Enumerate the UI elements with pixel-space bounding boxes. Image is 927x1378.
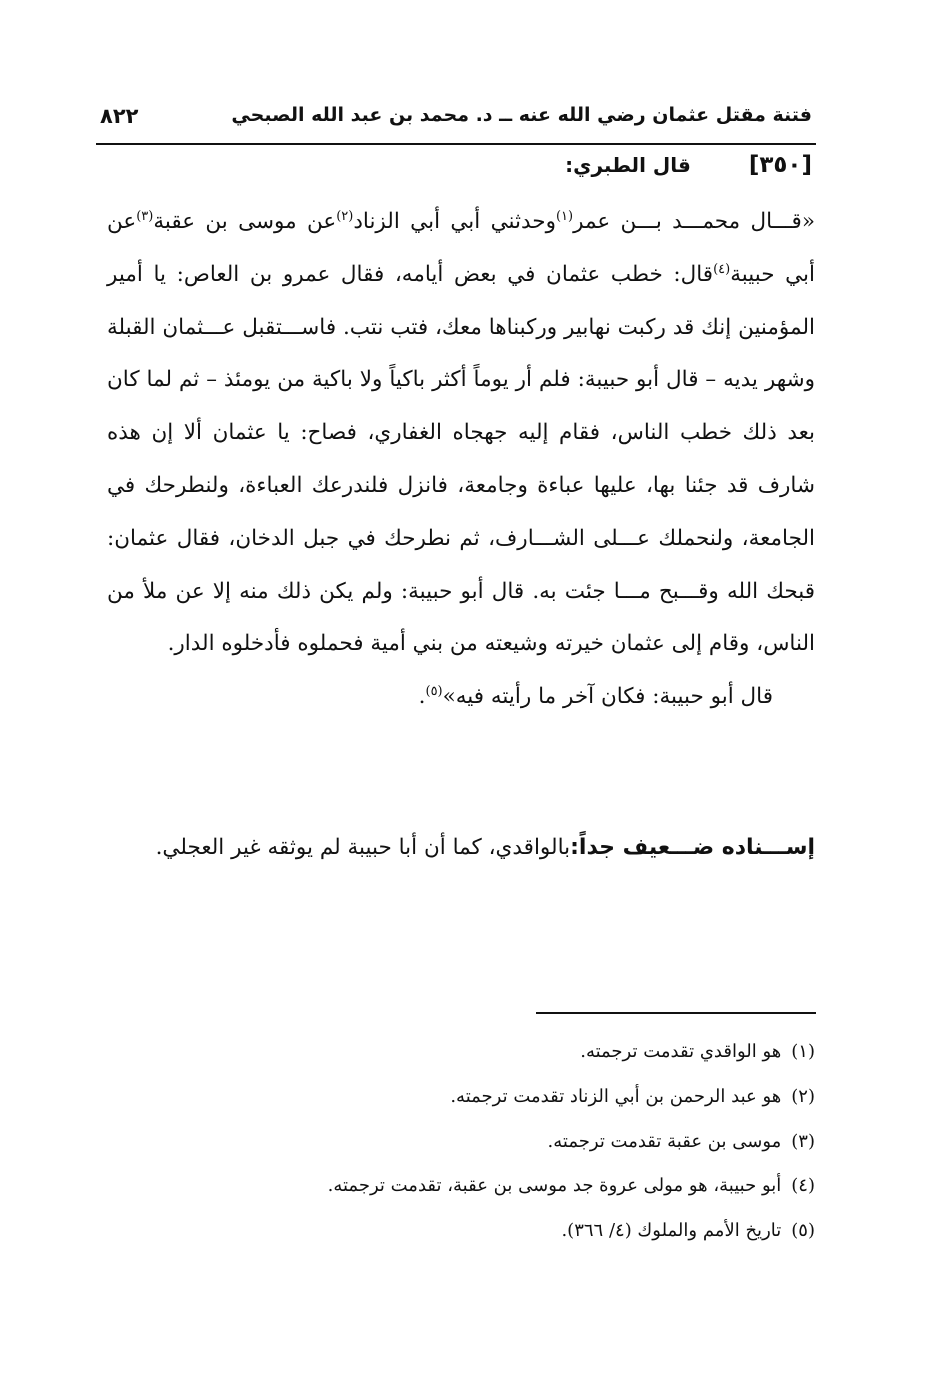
section-title: قال الطبري:: [565, 153, 691, 177]
footnote-ref-1[interactable]: (١): [555, 208, 574, 224]
footnote-text: موسى بن عقبة تقدمت ترجمته.: [547, 1130, 782, 1152]
page-number: ٨٢٢: [100, 104, 139, 128]
footnote-divider: [536, 1012, 816, 1014]
text-run: وحدثني أبي أبي الزناد: [353, 209, 556, 234]
text-run: «قـــال محمـــد بـــن عمر: [573, 209, 815, 234]
header-divider: [96, 143, 816, 145]
footnote-number: (٣): [791, 1130, 815, 1152]
footnote-item: [107, 1209, 815, 1254]
section-number: [٣٥٠]: [748, 152, 812, 178]
text-run: عن موسى بن عقبة: [153, 209, 337, 234]
narration-closing: [107, 671, 815, 724]
footnote-ref-4[interactable]: (٤): [713, 261, 731, 277]
footnotes-list: [107, 1030, 815, 1254]
isnad-text: بالواقدي، كما أن أبا حبيبة لم يوثقه غير العجلي.: [155, 835, 571, 860]
header-title: فتنة مقتل عثمان رضي الله عنه ــ د. محمد بن عبد الله الصبحي: [231, 104, 812, 126]
footnote-text: هو الواقدي تقدمت ترجمته.: [580, 1041, 782, 1062]
footnote-item: [107, 1075, 815, 1120]
footnote-item: [107, 1164, 815, 1209]
isnad-assessment: [107, 820, 815, 876]
narration-paragraph: [107, 196, 815, 671]
footnote-ref-2[interactable]: (٢): [336, 208, 354, 224]
footnote-number: (٢): [791, 1085, 815, 1107]
footnote-text: هو عبد الرحمن بن أبي الزناد تقدمت ترجمته.: [450, 1085, 782, 1107]
text-run: .: [418, 684, 426, 710]
text-run: قال: خطب عثمان في بعض أيامه، فقال عمرو بن العاص: يا أمير المؤمنين إنك قد ركبت نهابير وركبناها معك، فتب نتب. فاســـتقبل عـــثمان القبلة وشهر يديه – قال أبو حبيبة: فلم أر يوماً أكثر باكياً ولا باكية من يومئذ – ثم لما كان بعد ذلك خطب الناس، فقام إليه جهجاه الغفاري، فصاح: يا عثمان ألا إن هذه شارف قد جئنا بها، عليها عباءة وجامعة، فانزل فلندرعك العباءة، ولنطرحك في الجامعة، ولنحملك عـــلى الشـــارف، ثم نطرحك في جبل الدخان، فقال عثمان: قبحك الله وقـــبح مـــا جئت به. قال أبو حبيبة: ولم يكن ذلك منه إلا عن ملأ من الناس، وقام إلى عثمان خيرته وشيعته من بني أمية فحملوه فأدخلوه الدار.: [107, 261, 815, 657]
footnote-item: [107, 1120, 815, 1165]
footnote-ref-5[interactable]: (٥): [425, 684, 443, 700]
main-text: [107, 196, 815, 724]
footnote-number: (١): [791, 1041, 815, 1062]
isnad-verdict: إســـناده ضـــعيف جداً:: [570, 835, 815, 860]
running-header: [100, 104, 812, 138]
text-run: قال أبو حبيبة: فكان آخر ما رأيته فيه»: [442, 684, 773, 710]
footnote-ref-3[interactable]: (٣): [136, 208, 154, 224]
section-heading: [565, 152, 812, 178]
text-run: عن أبي حبيبة: [107, 209, 815, 287]
footnote-item: [107, 1030, 815, 1075]
footnote-number: (٤): [791, 1175, 815, 1197]
footnote-number: (٥): [791, 1220, 815, 1242]
footnote-text: أبو حبيبة، هو مولى عروة جد موسى بن عقبة، تقدمت ترجمته.: [327, 1175, 782, 1197]
footnote-text: تاريخ الأمم والملوك (٤/ ٣٦٦).: [561, 1220, 782, 1242]
